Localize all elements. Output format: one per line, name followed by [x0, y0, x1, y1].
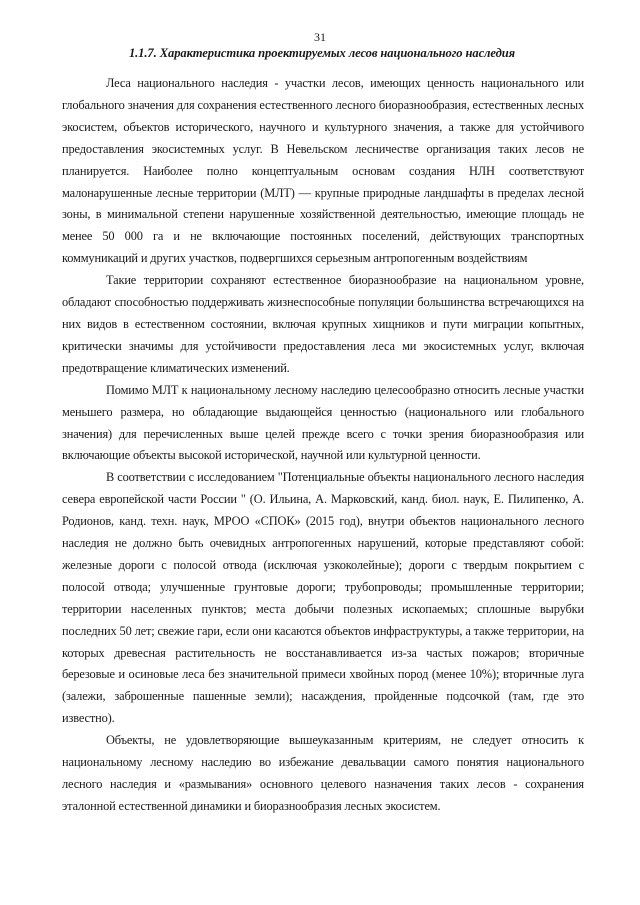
paragraph-biodiversity-preservation: Такие территории сохраняют естественное биоразнообразие на национальном уровне, обладают способностью поддерживать жизнеспособные популяции большинства встречающихся на них видов в естественном состоянии, включая крупных хищников и пути миграции копытных, критически значимы для устойчивости предоставления леса ми экосистемных услуг, включая предотвращение климатических изменений.	[62, 273, 584, 375]
paragraph-national-heritage-forests: Леса национального наследия - участки лесов, имеющих ценность национального или глобального значения для сохранения естественного лесного биоразнообразия, естественных лесных экосистем, объектов исторического, научного и культурного значения, а также для устойчивого предоставления экосистемных услуг. В Невельском лесничестве организация таких лесов не планируется. Наиболее полно концептуальным основам создания НЛН соответствуют малонарушенные лесные территории (МЛТ) — крупные природные ландшафты в пределах лесной зоны, в минимальной степени нарушенные хозяйственной деятельностью, имеющие площадь не менее 50 000 га и не включающие постоянных поселений, действующих транспортных коммуникаций и других участков, подвергшихся серьезным антропогенным воздействиям	[62, 76, 584, 266]
paragraph-anthropogenic-disturbances: В соответствии с исследованием "Потенциальные объекты национального лесного наследия севера европейской части России " (О. Ильина, А. Марковский, канд. биол. наук, Е. Пилипенко, А. Родионов, канд. техн. наук, МРОО «СПОК» (2015 год), внутри объектов национального лесного наследия не должно быть очевидных антропогенных нарушений, которые представляют собой: железные дороги с полосой отвода (исключая узкоколейные); дороги с твердым покрытием с полосой отвода; улучшенные грунтовые дороги; трубопроводы; промышленные территории; территории населенных пунктов; места добычи полезных ископаемых; сплошные вырубки последних 50 лет; свежие гари, если они касаются объектов инфраструктуры, а также территории, на которых древесная растительность не восстанавливается из-за частых пожаров; вторичные березовые и осиновые леса без значительной примеси хвойных пород (менее 10%); вторичные луга (залежи, заброшенные пашенные земли); насаждения, пройденные подсочкой (там, где это известно).	[62, 470, 584, 726]
paragraph-exclusion-criteria: Объекты, не удовлетворяющие вышеуказанным критериям, не следует относить к национальному лесному наследию во избежание девальвации самого понятия национального лесного наследия и «размывания» основного целевого назначения таких лесов - сохранения эталонной естественной динамики и биоразнообразия лесных экосистем.	[62, 733, 584, 813]
document-body	[62, 73, 584, 818]
page-number: 31	[314, 30, 326, 44]
section-heading: 1.1.7. Характеристика проектируемых лесов национального наследия	[128, 46, 516, 60]
paragraph-smaller-areas: Помимо МЛТ к национальному лесному наследию целесообразно относить лесные участки меньшего размера, но обладающие выдающейся ценностью (национального или глобального значения) для перечисленных выше целей прежде всего с точки зрения биоразнообразия или включающие объекты высокой исторической, научной или культурной ценности.	[62, 382, 584, 463]
